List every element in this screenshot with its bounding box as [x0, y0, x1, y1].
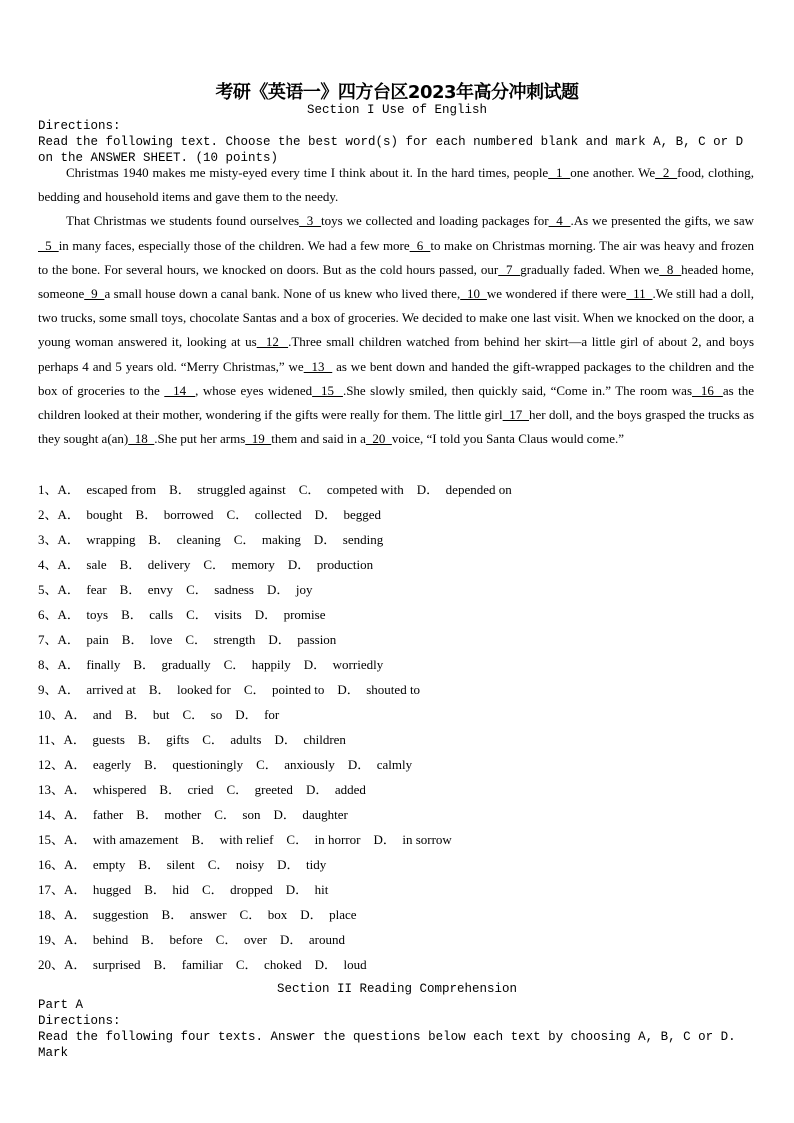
blank-10: 10	[460, 286, 487, 302]
option-d: D． worriedly	[303, 657, 384, 672]
option-b: B． questioningly	[144, 757, 257, 772]
option-b: B． answer	[161, 907, 240, 922]
question-18	[38, 902, 754, 927]
option-a: A． father	[64, 807, 137, 822]
passage-paragraph	[38, 161, 754, 209]
blank-15: 15	[312, 382, 343, 398]
option-a: A． surprised	[64, 957, 154, 972]
option-b: B． cleaning	[148, 532, 234, 547]
blank-6: 6	[409, 237, 431, 253]
option-c: C． over	[215, 932, 280, 947]
option-d: D． daughter	[273, 807, 348, 822]
blank-3: 3	[299, 213, 322, 229]
blank-4: 4	[548, 213, 571, 229]
passage-text: .She put her arms	[154, 431, 246, 447]
option-c: C． strength	[185, 632, 269, 647]
option-c: C． dropped	[201, 882, 286, 897]
blank-7: 7	[498, 261, 521, 277]
option-a: A． suggestion	[64, 907, 162, 922]
question-10	[38, 702, 754, 727]
option-d: D． shouted to	[337, 682, 421, 697]
section-1-heading: Section I Use of English	[306, 103, 488, 117]
option-c: C． adults	[202, 732, 275, 747]
option-d: D． around	[279, 932, 345, 947]
question-5	[38, 577, 754, 602]
option-b: B． struggled against	[169, 482, 299, 497]
section-1-directions	[38, 118, 758, 166]
question-17	[38, 877, 754, 902]
question-number: 12、	[38, 757, 65, 772]
option-c: C． in horror	[286, 832, 374, 847]
question-options-list	[38, 477, 754, 977]
option-a: A． behind	[64, 932, 142, 947]
option-d: D． promise	[254, 607, 326, 622]
option-d: D． for	[235, 707, 280, 722]
question-number: 20、	[38, 957, 65, 972]
option-d: D． loud	[314, 957, 367, 972]
passage-paragraph	[38, 209, 754, 451]
option-b: B． looked for	[148, 682, 244, 697]
option-d: D． sending	[313, 532, 384, 547]
blank-20: 20	[365, 431, 392, 447]
question-2	[38, 502, 754, 527]
question-7	[38, 627, 754, 652]
option-d: D． depended on	[416, 482, 512, 497]
section-2-heading: Section II Reading Comprehension	[276, 982, 518, 996]
option-a: A． eagerly	[64, 757, 145, 772]
option-b: B． cried	[159, 782, 227, 797]
blank-12: 12	[256, 334, 289, 350]
option-c: C． greeted	[226, 782, 306, 797]
option-a: A． and	[64, 707, 125, 722]
option-b: B． mother	[136, 807, 215, 822]
option-c: C． sadness	[186, 582, 267, 597]
question-20	[38, 952, 754, 977]
option-b: B． familiar	[153, 957, 236, 972]
option-a: A． whispered	[64, 782, 160, 797]
question-13	[38, 777, 754, 802]
passage-text: voice, “I told you Santa Claus would come.”	[391, 431, 624, 447]
blank-5: 5	[38, 237, 59, 253]
directions-text: Read the following four texts. Answer the questions below each text by choosing A, B, C or D. Mark	[38, 1030, 736, 1060]
option-b: B． gifts	[137, 732, 203, 747]
option-d: D． in sorrow	[373, 832, 452, 847]
question-number: 1、	[38, 482, 58, 497]
passage-text: one another. We	[570, 165, 656, 180]
option-b: B． but	[124, 707, 183, 722]
question-4	[38, 552, 754, 577]
option-c: C． son	[214, 807, 274, 822]
passage-text: , whose eyes widened	[195, 382, 313, 398]
option-a: A． with amazement	[64, 832, 192, 847]
option-b: B． love	[121, 632, 186, 647]
passage-text: gradually faded. When we	[520, 261, 660, 277]
option-d: D． begged	[314, 507, 382, 522]
blank-2: 2	[655, 165, 678, 180]
passage-text: her doll, and the boys grasped the trucks as they sought a(an)	[38, 407, 755, 447]
blank-16: 16	[692, 382, 723, 398]
question-19	[38, 927, 754, 952]
option-b: B． silent	[138, 857, 208, 872]
directions-label: Directions:	[38, 1014, 121, 1028]
question-16	[38, 852, 754, 877]
passage-text: .As we presented the gifts, we saw	[570, 213, 754, 229]
option-b: B． gradually	[133, 657, 224, 672]
question-3	[38, 527, 754, 552]
option-b: B． envy	[119, 582, 187, 597]
passage-text: food, clothing, bedding and household items and gave them to the needy.	[38, 165, 754, 205]
question-8	[38, 652, 754, 677]
option-c: C． noisy	[207, 857, 278, 872]
blank-14: 14	[164, 382, 196, 398]
option-c: C． happily	[223, 657, 304, 672]
option-a: A． toys	[57, 607, 122, 622]
passage-text: we wondered if there were	[486, 286, 627, 302]
question-15	[38, 827, 754, 852]
option-b: B． before	[141, 932, 216, 947]
option-c: C． box	[239, 907, 301, 922]
passage-text: toys we collected and loading packages for	[321, 213, 549, 229]
option-c: C． choked	[235, 957, 315, 972]
option-b: B． calls	[121, 607, 187, 622]
passage-text: .We still had a doll, two trucks, some small toys, chocolate Santas and a box of groceries. We decided to make one last visit. When we knocked on the door, a young woman answered it, looking at us	[38, 286, 754, 350]
passage-text: a small house down a canal bank. None of us knew who lived there,	[104, 286, 461, 302]
question-number: 14、	[38, 807, 65, 822]
option-a: A． arrived at	[57, 682, 149, 697]
question-number: 6、	[38, 607, 58, 622]
option-d: D． added	[305, 782, 366, 797]
blank-18: 18	[128, 431, 155, 447]
question-number: 19、	[38, 932, 65, 947]
option-b: B． with relief	[191, 832, 287, 847]
option-a: A． sale	[57, 557, 120, 572]
question-number: 2、	[38, 507, 58, 522]
option-a: A． pain	[57, 632, 122, 647]
passage-text: headed home, someone	[38, 261, 755, 302]
option-b: B． hid	[144, 882, 202, 897]
option-c: C． collected	[226, 507, 315, 522]
option-c: C． memory	[203, 557, 288, 572]
question-number: 15、	[38, 832, 65, 847]
option-b: B． delivery	[119, 557, 204, 572]
blank-9: 9	[84, 286, 105, 302]
passage-text: That Christmas we students found ourselves	[66, 213, 300, 229]
option-a: A． guests	[63, 732, 138, 747]
blank-17: 17	[502, 407, 530, 423]
passage-text: Christmas 1940 makes me misty-eyed every time I think about it. In the hard times, people	[66, 165, 549, 180]
part-label: Part A	[38, 998, 84, 1012]
question-6	[38, 602, 754, 627]
directions-label: Directions:	[38, 119, 121, 133]
option-c: C． so	[182, 707, 236, 722]
passage-text: to make on Christmas morning. The air was heavy and frozen to the bone. For several hours, we knocked on doors. But as the cold hours passed, our	[38, 237, 755, 277]
option-d: D． passion	[268, 632, 337, 647]
option-d: D． children	[274, 732, 346, 747]
option-d: D． production	[287, 557, 374, 572]
question-12	[38, 752, 754, 777]
blank-11: 11	[626, 286, 653, 302]
option-c: C． pointed to	[243, 682, 338, 697]
question-number: 5、	[38, 582, 58, 597]
directions-text: Read the following text. Choose the best word(s) for each numbered blank and mark A, B, C or D on the ANSWER SHEET. (10 points)	[38, 135, 744, 165]
option-b: B． borrowed	[135, 507, 227, 522]
option-d: D． place	[300, 907, 357, 922]
question-number: 3、	[38, 532, 58, 547]
blank-13: 13	[303, 358, 333, 374]
question-number: 11、	[38, 732, 64, 747]
option-a: A． finally	[57, 657, 134, 672]
passage-text: in many faces, especially those of the children. We had a few more	[58, 237, 410, 253]
option-a: A． empty	[64, 857, 139, 872]
option-c: C． competed with	[298, 482, 417, 497]
option-d: D． hit	[285, 882, 329, 897]
question-number: 7、	[38, 632, 58, 647]
option-a: A． escaped from	[57, 482, 170, 497]
passage-text: as we bent down and handed the gift-wrapped packages to the children and the box of groceries to the	[38, 358, 755, 398]
question-number: 10、	[38, 707, 65, 722]
option-d: D． calmly	[347, 757, 413, 772]
option-d: D． tidy	[277, 857, 327, 872]
question-number: 13、	[38, 782, 65, 797]
option-a: A． wrapping	[57, 532, 149, 547]
page-title: 考研《英语一》四方台区2023年高分冲刺试题	[215, 82, 579, 103]
blank-19: 19	[245, 431, 272, 447]
option-a: A． fear	[57, 582, 120, 597]
passage-text: .Three small children watched from behind her skirt—a little girl of about 2, and boys perhaps 4 and 5 years old. “Merry Christmas,” we	[38, 334, 755, 374]
question-number: 4、	[38, 557, 58, 572]
part-a	[38, 997, 758, 1061]
passage-text: them and said in a	[271, 431, 366, 447]
blank-8: 8	[659, 261, 682, 277]
passage-text: as the children looked at their mother, wondering if the gifts were really for them. The little girl	[38, 382, 755, 423]
question-number: 16、	[38, 857, 65, 872]
question-number: 8、	[38, 657, 58, 672]
question-14	[38, 802, 754, 827]
question-11	[38, 727, 754, 752]
option-d: D． joy	[266, 582, 313, 597]
question-9	[38, 677, 754, 702]
passage-text: .She slowly smiled, then quickly said, “Come in.” The room was	[342, 382, 693, 398]
option-c: C． visits	[186, 607, 255, 622]
question-number: 18、	[38, 907, 65, 922]
blank-1: 1	[548, 165, 571, 180]
option-c: C． making	[233, 532, 314, 547]
question-number: 17、	[38, 882, 65, 897]
cloze-passage	[38, 161, 754, 451]
option-c: C． anxiously	[256, 757, 348, 772]
option-a: A． hugged	[64, 882, 145, 897]
question-number: 9、	[38, 682, 58, 697]
question-1	[38, 477, 754, 502]
option-a: A． bought	[57, 507, 136, 522]
